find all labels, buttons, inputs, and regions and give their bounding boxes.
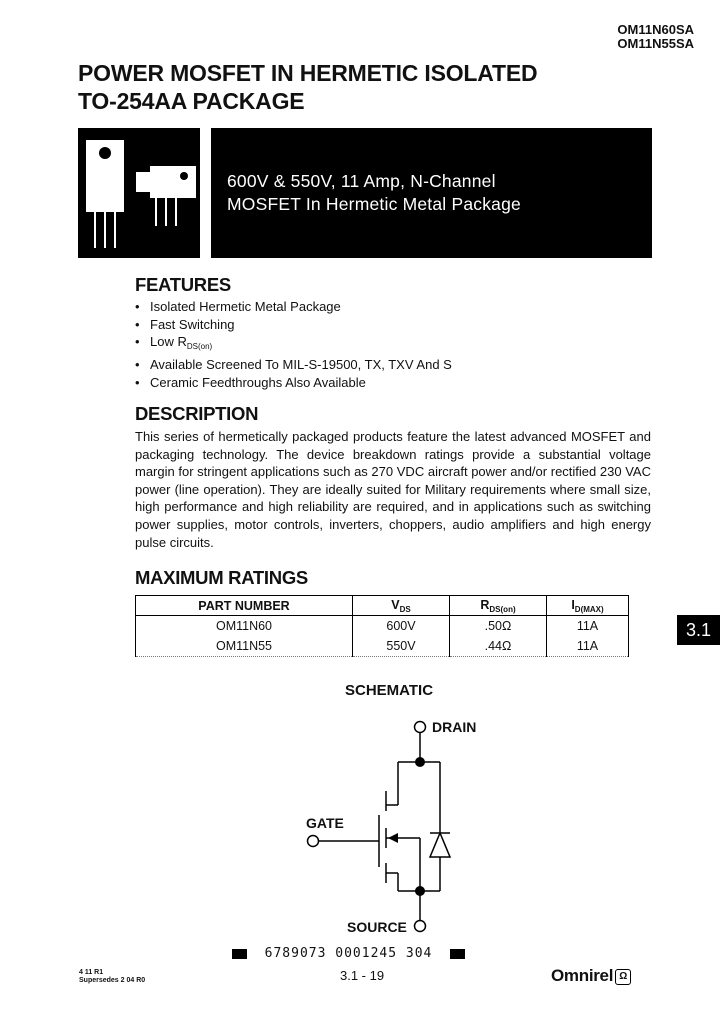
list-item: • Isolated Hermetic Metal Package (135, 299, 341, 314)
part-number-1: OM11N60SA (617, 22, 694, 37)
ratings-table (135, 595, 629, 657)
col-rds: $R_{DS(on)}$ (450, 596, 547, 616)
description-heading: DESCRIPTION (135, 403, 259, 424)
cell-rds: .50Ω (450, 616, 547, 637)
cell-id: 11A (547, 616, 629, 637)
cell-vds: 550V (353, 636, 450, 657)
part-numbers (617, 23, 694, 51)
cell-vds: 600V (353, 616, 450, 637)
revision-info: 4 11 R1 Supersedes 2 04 R0 (79, 969, 146, 984)
cell-part: OM11N55 (136, 636, 353, 657)
list-item: • Low $R_{DS(on)}$ (135, 334, 213, 352)
title-line-2: TO-254AA PACKAGE (78, 88, 305, 114)
banner-line-1: 600V & 550V, 11 Amp, N-Channel (227, 171, 496, 191)
omega-logo-icon: Ω (615, 969, 631, 985)
cell-id: 11A (547, 636, 629, 657)
col-vds: $V_{DS}$ (353, 596, 450, 616)
list-item: • Fast Switching (135, 316, 235, 332)
col-id: $I_{D(MAX)}$ (547, 596, 629, 616)
product-banner (211, 128, 652, 258)
source-label: SOURCE (347, 919, 407, 935)
schematic-title: SCHEMATIC (345, 682, 434, 699)
page-title (78, 59, 537, 115)
package-illustration (78, 128, 200, 258)
title-line-1: POWER MOSFET IN HERMETIC ISOLATED (78, 60, 538, 86)
section-tab: 3.1 (677, 615, 720, 645)
gate-label: GATE (306, 815, 344, 831)
product-photo (78, 128, 200, 258)
ratings-heading: MAXIMUM RATINGS (135, 567, 308, 588)
banner-line-2: MOSFET In Hermetic Metal Package (227, 194, 521, 214)
omnirel-logo: Omnirel Ω (551, 966, 631, 986)
table-header-row (136, 596, 629, 616)
table-row (136, 616, 629, 637)
list-item: • Available Screened To MIL-S-19500, TX, TXV And S (135, 357, 452, 373)
description-text: This series of hermetically packaged products feature the latest advanced MOSFET and packaging technology. The device breakdown ratings provide a substantial voltage margin for stringent applications such as 270 VDC aircraft power and/or rectified 230 VAC power (line operation). They are ideally suited for Military requirements where small size, high performance and high reliability are required, and in applications such as switching power supplies, motor controls, inverters, choppers, audio amplifiers and high energy pulse circuits. (135, 429, 651, 550)
cell-part: OM11N60 (136, 616, 353, 637)
list-item: • Ceramic Feedthroughs Also Available (135, 374, 366, 390)
features-list (135, 298, 452, 392)
cell-rds: .44Ω (450, 636, 547, 657)
barcode-number: 6789073 0001245 304 (232, 946, 465, 961)
page-number: 3.1 - 19 (340, 968, 385, 983)
col-part-number: PART NUMBER (136, 596, 353, 616)
features-heading: FEATURES (135, 274, 231, 295)
drain-label: DRAIN (432, 719, 477, 735)
table-row (136, 636, 629, 657)
part-number-2: OM11N55SA (617, 36, 694, 51)
